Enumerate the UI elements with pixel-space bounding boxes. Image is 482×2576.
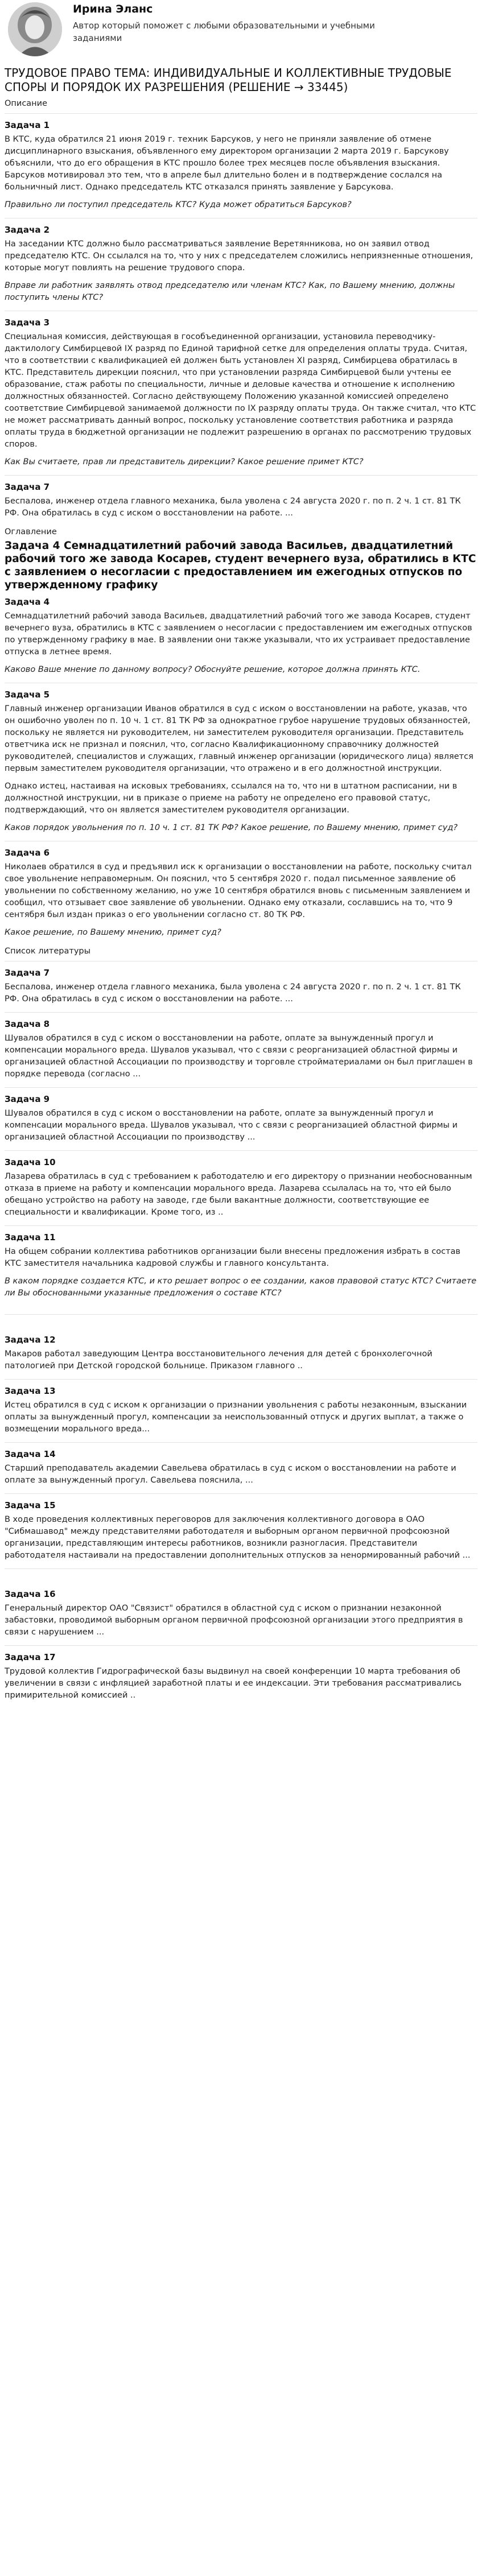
task-section (5, 1093, 477, 1143)
task-text: На общем собрании коллектива работников организации были внесены предложения избрать в состав КТС заместителя начальника кадровой службы и главного консультанта. (5, 1247, 461, 1268)
task-section (5, 967, 477, 1005)
task-question: В каком порядке создается КТС, и кто решает вопрос о ее создании, каков правовой статус КТС? Считаете ли Вы обоснованными указанные предложения о составе КТС? (5, 1277, 477, 1298)
task-heading: Задача 7 (5, 968, 50, 978)
tasks-list-contents (5, 596, 477, 939)
task-text: Трудовой коллектив Гидрографической базы выдвинул на своей конференции 10 марта требования об увеличении в связи с инфляцией заработной платы и ее индексации. Эти требования рассматривались примирительной комиссией .. (5, 1667, 462, 1700)
task-text: На заседании КТС должно было рассматриваться заявление Веретянникова, но он заявил отвод председателю КТС. Он ссылался на то, что у них с председателем сложились неприязненные отношения, которые могут повлиять на решение трудового спора. (5, 240, 473, 273)
task-section (5, 1232, 477, 1299)
divider (5, 1645, 477, 1646)
author-description: Автор который поможет с любыми образовательными и учебными заданиями (73, 20, 375, 43)
task-section (5, 481, 477, 519)
task-heading: Задача 1 (5, 120, 50, 130)
divider (5, 1150, 477, 1151)
task-text: Семнадцатилетний рабочий завода Васильев, двадцатилетний рабочий того же завода Косарев, студент вечернего вуза, обратились в КТС с заявлением о несогласии с предоставлением им ежегодных отпусков по утвержденному графику в мае. В заявлении они также указывали, что их устраивает предоставление отпуска в летнее время. (5, 612, 472, 657)
task-text: Старший преподаватель академии Савельева обратилась в суд с иском о восстановлении на работе и оплате за вынужденный прогул. Савельева пояснила, ... (5, 1464, 456, 1485)
task-section (5, 1588, 477, 1638)
task-text: В ходе проведения коллективных переговоров для заключения коллективного договора в ОАО "Сибмашавод" между представителями работодателя и выборным органом первичной профсоюзной организации, представляющим интересы работников, возникли разногласия. Представители работодателя настаивали на предоставлении дополнительных отпусков за ненормированный рабочий ... (5, 1515, 471, 1560)
task-text: Лазарева обратилась в суд с требованием к работодателю и его директору о признании необоснованным отказа в приеме на работу и компенсации морального вреда. Лазарева ссылалась на то, что ей было обещано устройство на работу на заводе, где были вакантные должности, соответствующие ее специальности и квалификации. Кроме того, из .. (5, 1172, 472, 1217)
page-title: ТРУДОВОЕ ПРАВО ТЕМА: ИНДИВИДУАЛЬНЫЕ И КОЛЛЕКТИВНЫЕ ТРУДОВЫЕ СПОРЫ И ПОРЯДОК ИХ РАЗРЕШЕНИЯ (РЕШЕНИЕ → 33445) (5, 66, 452, 94)
task-heading: Задача 14 (5, 1449, 56, 1459)
task-heading: Задача 7 (5, 482, 50, 492)
task-text: Однако истец, настаивая на исковых требованиях, ссылался на то, что ни в штатном расписании, ни в должностной инструкции, ни в приказе о приеме на работу не определено его правовой статус, подтверждающий, что он является заместителем руководителя организации. (5, 782, 458, 815)
task-text: Шувалов обратился в суд с иском о восстановлении на работе, оплате за вынужденный прогул и компенсации морального вреда. Шувалов указывал, что с связи с реорганизацией областной фирмы и организацией областной Ассоциации по производству и торговле стройматериалами он был приглашен в порядке перевода (согласно ... (5, 1034, 473, 1079)
divider (5, 1087, 477, 1088)
avatar[interactable] (8, 2, 62, 56)
tasks-list-literature (5, 967, 477, 1702)
task-section (5, 596, 477, 676)
task-heading: Задача 9 (5, 1094, 50, 1104)
divider (5, 1568, 477, 1569)
task-section (5, 1018, 477, 1080)
task-text: Главный инженер организации Иванов обратился в суд с иском о восстановлении на работе, указав, что он ошибочно уволен по п. 10 ч. 1 ст. 81 ТК РФ за однократное грубое нарушение трудовых обязанностей, поскольку не является ни руководителем, ни заместителем руководителя организации. Представитель ответчика иск не признал и пояснил, что, согласно Квалификационному справочнику должностей руководителей, специалистов и служащих, главный инженер организации (юридического лица) является первым заместителем руководителя организации, что отражено и в его должностной инструкции. (5, 704, 473, 773)
contents-heading: Задача 4 Семнадцатилетний рабочий завода Васильев, двадцатилетний рабочий того же завода Косарев, студент вечернего вуза, обратились в КТС с заявлением о несогласии с предоставлением им ежегодных отпусков по утвержденному графику (5, 540, 476, 591)
task-section (5, 1500, 477, 1562)
divider (5, 475, 477, 476)
task-heading: Задача 16 (5, 1589, 56, 1599)
task-question: Как Вы считаете, прав ли представитель дирекции? Какое решение примет КТС? (5, 457, 364, 467)
divider (5, 1493, 477, 1494)
task-section (5, 1334, 477, 1372)
tasks-list-description (5, 119, 477, 519)
task-section (5, 1157, 477, 1219)
author-header (5, 0, 477, 66)
literature-label: Список литературы (5, 947, 91, 956)
divider (5, 1012, 477, 1013)
task-heading: Задача 15 (5, 1500, 56, 1510)
divider (5, 1379, 477, 1380)
task-heading: Задача 8 (5, 1019, 50, 1029)
author-name[interactable]: Ирина Эланс (73, 3, 153, 15)
task-heading: Задача 12 (5, 1335, 56, 1345)
task-heading: Задача 13 (5, 1386, 56, 1396)
task-question: Правильно ли поступил председатель КТС? Куда может обратиться Барсуков? (5, 200, 352, 209)
task-heading: Задача 10 (5, 1157, 56, 1167)
avatar-portrait-icon (8, 2, 62, 56)
task-section (5, 1448, 477, 1487)
task-text: Беспалова, инженер отдела главного механика, была уволена с 24 августа 2020 г. по п. 2 ч. 1 ст. 81 ТК РФ. Она обратилась в суд с иском о восстановлении на работе. ... (5, 497, 461, 518)
task-heading: Задача 11 (5, 1232, 56, 1242)
task-text: Беспалова, инженер отдела главного механика, была уволена с 24 августа 2020 г. по п. 2 ч. 1 ст. 81 ТК РФ. Она обратилась в суд с иском о восстановлении на работе. ... (5, 982, 461, 1004)
task-text: В КТС, куда обратился 21 июня 2019 г. техник Барсуков, у него не приняли заявление об отмене дисциплинарного взыскания, объявленного ему директором организации 2 марта 2019 г. Барсукову объяснили, что до его обращения в КТС прошло более трех месяцев после объявления взыскания. Барсуков мотивировал это тем, что в апреле был длительно болен и в подтверждение сослался на больничный лист. Однако председатель КТС отказался принять заявление у Барсукова. (5, 135, 449, 192)
divider (5, 1314, 477, 1315)
task-heading: Задача 2 (5, 225, 50, 235)
task-question: Вправе ли работник заявлять отвод председателю или членам КТС? Как, по Вашему мнению, должны поступить члены КТС? (5, 281, 455, 302)
task-section (5, 119, 477, 211)
task-section (5, 1385, 477, 1435)
divider (5, 1442, 477, 1443)
divider (5, 1225, 477, 1226)
task-text: Николаев обратился в суд и предъявил иск к организации о восстановлении на работе, поскольку считал свое увольнение неправомерным. Он пояснил, что 5 сентября 2020 г. подал письменное заявление об увольнении по собственному желанию, но уже 10 сентября обратился вновь с письменным заявлением и сообщил, что отзывает свое заявление об увольнении. Однако ему отказали, сославшись на то, что 9 сентября был издан приказ о его увольнении согласно ст. 80 ТК РФ. (5, 862, 472, 919)
divider (5, 113, 477, 114)
task-section (5, 1652, 477, 1702)
description-label: Описание (5, 99, 47, 108)
task-heading: Задача 5 (5, 690, 50, 700)
task-text: Генеральный директор ОАО "Связист" обратился в областной суд с иском о признании незаконной забастовки, проводимой выборным органом первичной профсоюзной организации этого предприятия в связи с нарушением ... (5, 1604, 463, 1637)
task-question: Каков порядок увольнения по п. 10 ч. 1 ст. 81 ТК РФ? Какое решение, по Вашему мнению, примет суд? (5, 823, 458, 832)
task-heading: Задача 17 (5, 1652, 56, 1662)
task-text: Макаров работал заведующим Центра восстановительного лечения для детей с бронхолегочной патологией при Детской городской больнице. Приказом главного .. (5, 1349, 432, 1370)
task-heading: Задача 3 (5, 317, 50, 328)
task-heading: Задача 6 (5, 848, 50, 858)
task-section (5, 317, 477, 468)
task-question: Каково Ваше мнение по данному вопросу? Обоснуйте решение, которое должна принять КТС. (5, 665, 421, 674)
task-section (5, 224, 477, 304)
task-text: Специальная комиссия, действующая в гособъединенной организации, установила переводчику-дактилологу Симбирцевой IX разряд по Единой тарифной сетке для определения оплаты труда. Считая, что в соответствии с квалификацией ей должен быть установлен XI разряд, Симбирцева обратилась в КТС. Представитель дирекции пояснил, что при установлении разряда Симбирцевой были учтены ее образование, стаж работы по специальности, личные и деловые качества и отношение к исполнению должностных обязанностей. Согласно действующему Положению указанной комиссией определено соответствие Симбирцевой занимаемой должности по IX разряду оплаты труда. Он также считал, что КТС не может рассматривать данный вопрос, поскольку установление соответствия работника и разряда оплаты труда в бюджетной организации не подлежит разрешению в органах по рассмотрению трудовых споров. (5, 332, 476, 449)
contents-label: Оглавление (5, 527, 57, 536)
task-heading: Задача 4 (5, 597, 50, 607)
task-section (5, 847, 477, 939)
task-question: Какое решение, по Вашему мнению, примет суд? (5, 928, 221, 937)
task-text: Шувалов обратился в суд с иском о восстановлении на работе, оплате за вынужденный прогул и компенсации морального вреда. Шувалов указывал, что с связи с реорганизацией областной фирмы и организацией областной Ассоциации по производству ... (5, 1109, 458, 1142)
task-text: Истец обратился в суд с иском к организации о признании увольнения с работы незаконным, взыскании оплаты за вынужденный прогул, компенсации за неиспользованный отпуск и других выплат, а также о возмещении морального вреда... (5, 1401, 467, 1434)
task-section (5, 689, 477, 834)
